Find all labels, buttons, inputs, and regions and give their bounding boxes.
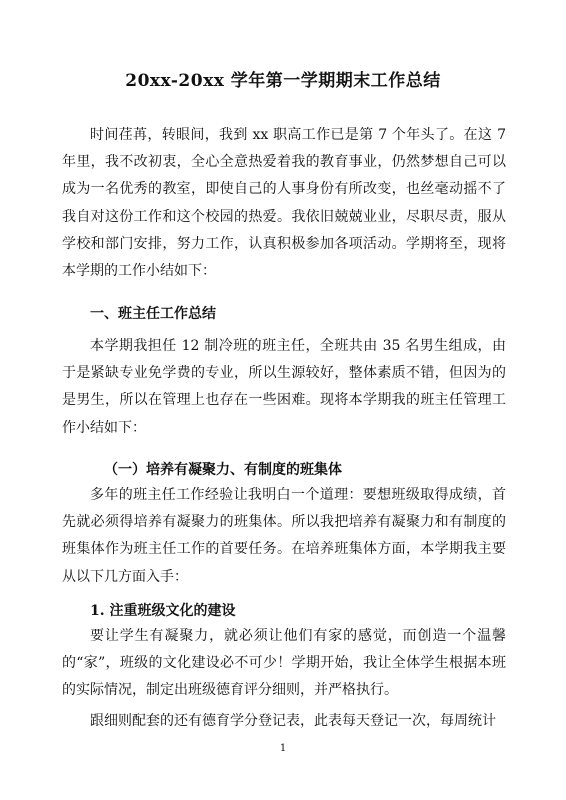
page-number: 1 — [279, 743, 287, 754]
point-paragraph-class-culture: 要让学生有凝聚力，就必须让他们有家的感觉，而创造一个温馨的“家”，班级的文化建设必不可少！学期开始，我让全体学生根据本班的实际情况，制定出班级德育评分细则，并严格执行。 — [62, 628, 506, 699]
point-heading-class-culture: 1. 注重班级文化的建设 — [90, 603, 236, 619]
subsection-heading-cohesion: （一）培养有凝聚力、有制度的班集体 — [104, 462, 342, 478]
point-paragraph-registration-form: 跟细则配套的还有德育学分登记表，此表每天登记一次，每周统计 — [90, 713, 496, 729]
section-paragraph-class-overview: 本学期我担任 12 制冷班的班主任，全班共由 35 名男生组成，由于是紧缺专业免学费的专业，所以生源较好，整体素质不错，但因为的是男生，所以在管理上也存在一些困难。现将本学期我的班主任管理工作小结如下： — [62, 338, 506, 436]
intro-paragraph: 时间荏苒，转眼间，我到 xx 职高工作已是第 7 个年头了。在这 7 年里，我不改初衷，全心全意热爱着我的教育事业，仍然梦想自己可以成为一名优秀的教室，即使自己的人事身份有所改变，也丝毫动摇不了我自对这份工作和这个校园的热爱。我依旧兢兢业业，尽职尽责，服从学校和部门安排，努力工作，认真积极参加各项活动。学期将至，现将本学期的工作小结如下： — [62, 127, 506, 280]
section-heading-class-teacher: 一、班主任工作总结 — [90, 306, 216, 322]
subsection-paragraph-cohesion: 多年的班主任工作经验让我明白一个道理：要想班级取得成绩，首先就必须得培养有凝聚力的班集体。所以我把培养有凝聚力和有制度的班集体作为班主任工作的首要任务。在培养班集体方面，本学期我主要从以下几方面入手： — [62, 487, 506, 585]
document-title: 20xx-20xx 学年第一学期期末工作总结 — [125, 71, 441, 91]
